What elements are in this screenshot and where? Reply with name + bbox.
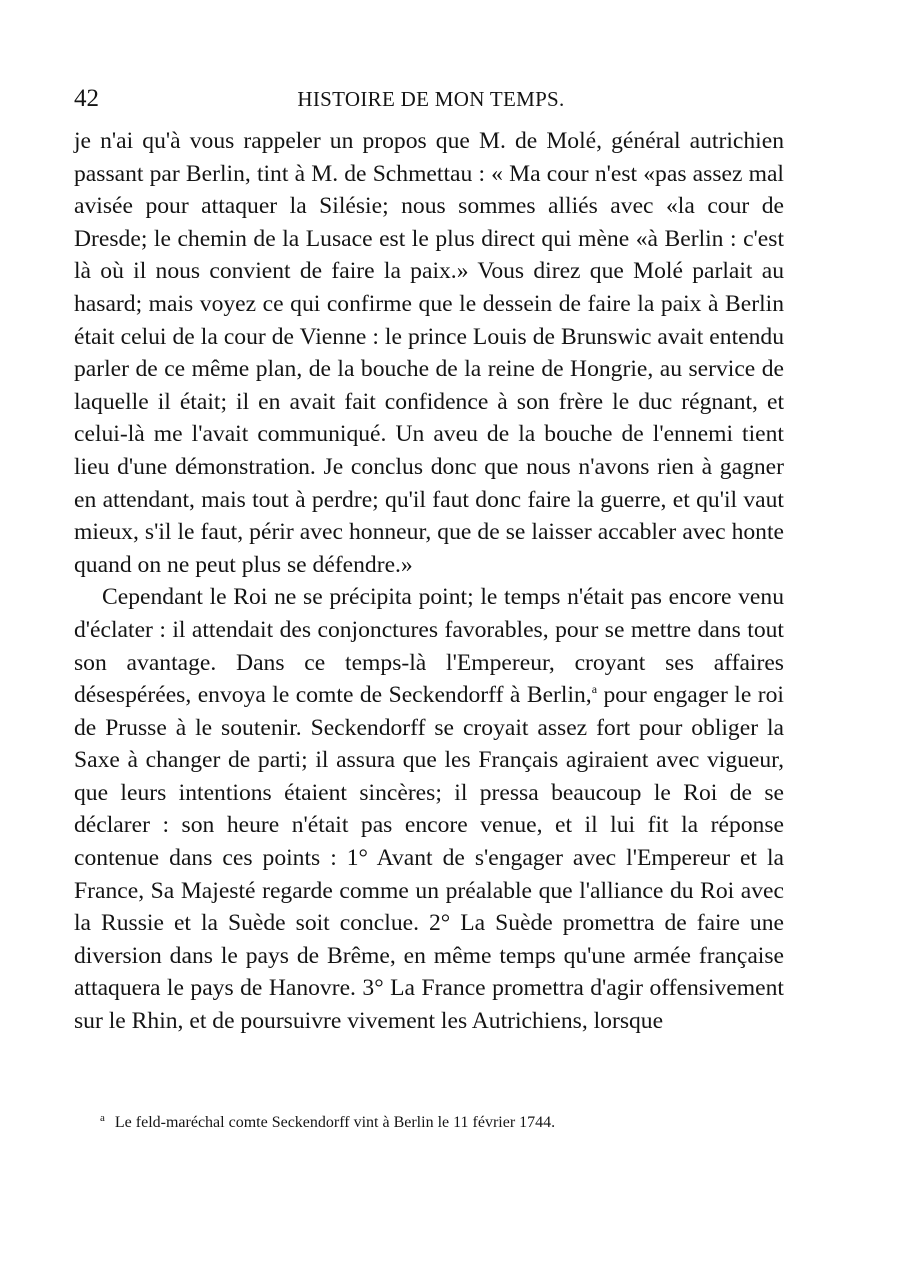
footnote-text: Le feld-maréchal comte Seckendorff vint à Berlin le 11 février 1744. [114,1114,556,1131]
paragraph-text-part-2: pour engager le roi de Prusse à le soutenir. Seckendorff se croyait assez fort pour obliger la Saxe à changer de parti; il assura que les Français agiraient avec vigueur, que leurs intentions étaient sincères; il pressa beaucoup le Roi de se déclarer : son heure n'était pas encore venue, et il lui fit la réponse contenue dans ces points : 1° Avant de s'engager avec l'Empereur et la France, Sa Majesté regarde comme un préalable que l'alliance du Roi avec la Russie et la Suède soit conclue. 2° La Suède promettra de faire une diversion dans le pays de Brême, en même temps qu'une armée française attaquera le pays de Hanovre. 3° La France promettra d'agir offensivement sur le Rhin, et de poursuivre vivement les Autrichiens, lorsque [74,682,784,1035]
page-number: 42 [74,85,99,112]
running-head [74,84,788,114]
footnote-reference: a [591,682,598,697]
paragraph-text-part-1: Cependant le Roi ne se précipita point; le temps n'était pas encore venu d'éclater : il attendait des conjonctures favorables, pour se mettre dans tout son avantage. Dans ce temps-là l'Empereur, croyant ses affaires désespérées, envoya le comte de Seckendorff à Berlin, [74,584,784,709]
paragraph-continued: je n'ai qu'à vous rappeler un propos que M. de Molé, général autrichien passant par Berlin, tint à M. de Schmettau : « Ma cour n'est «pas assez mal avisée pour attaquer la Silésie; nous sommes alliés avec «la cour de Dresde; le chemin de la Lusace est le plus direct qui mène «à Berlin : c'est là où il nous convient de faire la paix.» Vous direz que Molé parlait au hasard; mais voyez ce qui confirme que le dessein de faire la paix à Berlin était celui de la cour de Vienne : le prince Louis de Brunswic avait entendu parler de ce même plan, de la bouche de la reine de Hongrie, au service de laquelle il était; il en avait fait confidence à son frère le duc régnant, et celui-là me l'avait communiqué. Un aveu de la bouche de l'ennemi tient lieu d'une démonstration. Je conclus donc que nous n'avons rien à gagner en attendant, mais tout à perdre; qu'il faut donc faire la guerre, et qu'il vaut mieux, s'il le faut, périr avec honneur, que de se laisser accabler avec honte quand on ne peut plus se défendre.» [74,128,784,578]
footnote-marker: a [100,1111,105,1124]
body-text [74,125,784,1038]
footnote [100,1112,740,1134]
paragraph [74,581,784,1037]
running-title: HISTOIRE DE MON TEMPS. [297,87,565,111]
